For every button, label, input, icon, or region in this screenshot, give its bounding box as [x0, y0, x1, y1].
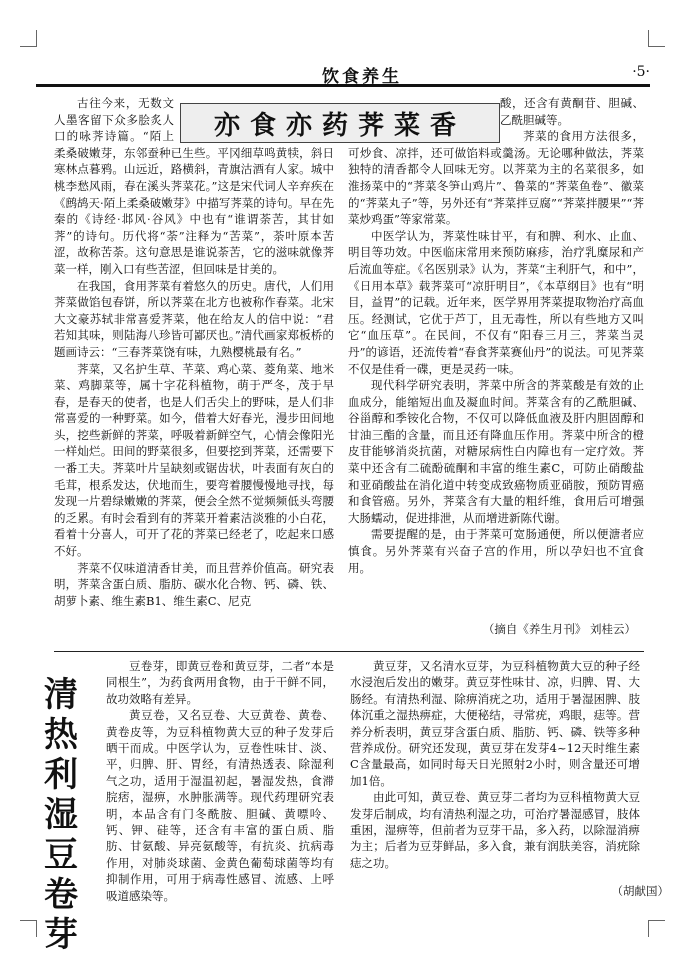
paragraph: 黄豆芽，又名清水豆芽，为豆科植物黄大豆的种子经水浸泡后发出的嫩芽。黄豆芽性味甘、凉，归脾、胃、大肠经。有清热利湿、除痹消疣之功，适用于暑湿困脾、肢体沉重之湿热痹症，大便秘结，寻常疣，鸡眼，痣等。营养分析表明，黄豆芽含蛋白质、脂肪、钙、磷、铁等多种营养成份。研究还发现，黄豆芽在发芽4~12天时维生素C含量最高，如同时每天日光照射2小时，则含量还可增加1倍。: [350, 659, 640, 788]
title-char: 湿: [44, 795, 78, 835]
paragraph: 现代科学研究表明，荠菜中所含的荠菜酸是有效的止血成分，能缩短出血及凝血时间。荠菜含有的乙酰胆碱、谷甾醇和季铵化合物，不仅可以降低血液及肝内胆固醇和甘油三酯的含量，而且还有降血压作用。荠菜中所含的橙皮苷能够消炎抗菌，对糖尿病性白内障也有一定疗效。荠菜中还含有二硫酚硫酮和丰富的维生素C，可防止硝酸盐和亚硝酸盐在消化道中转变成致癌物质亚硝胺，预防胃癌和食管癌。另外，荠菜含有大量的粗纤维，食用后可增强大肠蠕动，促进排泄，从而增进新陈代谢。: [348, 378, 644, 525]
crop-mark-bottom-right: [648, 920, 665, 937]
article2-col-right: [350, 658, 640, 871]
paragraph: 豆卷芽，即黄豆卷和黄豆芽，二者“本是同根生”，为药食两用食物，由于干鲜不同，故功效略有差异。: [106, 659, 334, 706]
paragraph: 酸，还含有黄酮苷、胆碱、乙酰胆碱等。: [500, 96, 644, 127]
page-number: ·5·: [632, 64, 650, 80]
paragraph: 中医学认为，荠菜性味甘平，有和脾、利水、止血、明目等功效。中医临床常用来预防麻疹，治疗乳糜尿和产后流血等症。《名医别录》认为，荠菜“主利肝气，和中”，《日用本草》载荠菜可“凉肝明目”，《本草纲目》也有“明目，益胃”的记载。近年来，医学界用荠菜提取物治疗高血压。经测试，它优于芦丁，且无毒性，所以有些地方又叫它“血压草”。在民间，不仅有“阳春三月三，荠菜当灵丹”的谚语，还流传着“春食荠菜赛仙丹”的说法。可见荠菜不仅是佳肴一碟，更是灵药一味。: [348, 228, 644, 376]
header-rule: [36, 84, 650, 87]
article-citation: （摘自《养生月刊》 刘桂云）: [482, 622, 636, 636]
title-char: 豆: [44, 835, 78, 875]
vertical-title: [40, 675, 82, 955]
title-char: 利: [44, 755, 78, 795]
crop-mark-top-right: [648, 30, 665, 47]
paragraph: 在我国，食用荠菜有着悠久的历史。唐代，人们用荠菜做馅包春饼，所以荠菜在北方也被称作春菜。北宋大文豪苏轼非常喜爱荠菜，他在给友人的信中说：“君若知其味，则陆海八珍皆可鄙厌也。”清代画家郑板桥的题画诗云：“三春荠菜饶有味，九熟樱桃最有名。”: [54, 278, 334, 359]
article-title: 亦食亦药荠菜香: [213, 110, 466, 141]
title-char: 清: [44, 675, 78, 715]
article-divider: [54, 651, 644, 652]
paragraph: 黄豆卷，又名豆卷、大豆黄卷、黄卷、黄卷皮等，为豆科植物黄大豆的种子发芽后晒干而成。中医学认为，豆卷性味甘、淡、平，归脾、肝、胃经，有清热透表、除湿利气之功，适用于湿温初起，暑湿发热，食滞脘痞，湿痹，水肿胀满等。现代药理研究表明，本品含有门冬酰胺、胆碱、黄嘌呤、钙、钾、硅等，还含有丰富的蛋白质、脂肪、甘氨酸、异亮氨酸等，有抗炎、抗病毒作用，对肺炎球菌、金黄色葡萄球菌等均有抑制作用，可用于病毒性感冒、流感、上呼吸道感染等。: [106, 708, 334, 903]
article2-col-left: [106, 658, 334, 904]
section-title: 饮食养生: [322, 67, 402, 87]
paragraph: 由此可知，黄豆卷、黄豆芽二者均为豆科植物黄大豆发芽后制成，均有清热利湿之功，可治疗暑湿感冒，肢体重困，湿痹等，但前者为豆芽干品，多入药，以除湿消痹为主；后者为豆芽鲜品，多入食，兼有润肤美容，消疣除痣之功。: [350, 790, 640, 870]
paragraph: 荠菜不仅味道清香甘美，而且营养价值高。研究表明，荠菜含蛋白质、脂肪、碳水化合物、钙、磷、铁、胡萝卜素、维生素B1、维生素C、尼克: [54, 560, 334, 608]
paragraph: 荠菜的食用方法很多，可炒食、凉拌，还可做馅料或羹汤。无论哪种做法，荠菜独特的清香都令人回味无穷。以荠菜为主的名菜很多，如淮扬菜中的“荠菜冬笋山鸡片”、鲁菜的“荠菜鱼卷”、徽菜的“荠菜丸子”等，另外还有“荠菜拌豆腐”“荠菜拌腰果”“荠菜炒鸡蛋”等家常菜。: [348, 129, 644, 227]
paragraph: 荠菜，又名护生草、芊菜、鸡心菜、菱角菜、地米菜、鸡脚菜等，属十字花科植物，萌于严冬，茂于早春，是春天的使者，也是人们舌尖上的野味，是人们非常喜爱的一种野菜。如今，借着大好春光，漫步田间地头，挖些新鲜的荠菜，呼吸着新鲜空气，心情会像阳光一样灿烂。田间的野菜很多，但要挖到荠菜，还需要下一番工夫。荠菜叶片呈缺刻或锯齿状，叶表面有灰白的毛茸，根系发达，伏地而生，要弯着腰慢慢地寻找，每发现一片碧绿嫩嫩的荠菜，便会全然不觉频频低头弯腰的乏累。有时会看到有的荠菜开着素洁淡雅的小白花，看着十分喜人，可开了花的荠菜已经老了，吃起来口感不好。: [54, 361, 334, 559]
page-header: [36, 48, 650, 86]
article-col-right: [348, 95, 644, 576]
title-char: 热: [44, 715, 78, 755]
paragraph: 古往今来，无数文人墨客留下众多脍炙人口的咏荠诗篇。“陌上柔桑破嫩芽，东邻蚕种已生些。平冈细草鸣黄犊，斜日寒林点暮鸦。山远近，路横斜，青旗沽酒有人家。城中桃李愁风雨，春在溪头荠菜花。”这是宋代词人辛弃疾在《鹧鸪天·陌上柔桑破嫩芽》中描写荠菜的诗句。早在先秦的《诗经·邶风·谷风》中也有“谁谓荼苦，其甘如荠”的诗句。历代将“荼”注释为“苦菜”，荼叶原本苦涩，故称苦荼。这句意思是谁说荼苦，它的滋味就像荠菜一样，刚入口有些苦涩，但回味是甘美的。: [54, 96, 334, 276]
article-col-left: [54, 95, 334, 609]
title-char: 卷: [44, 875, 78, 915]
crop-mark-bottom-left: [20, 920, 37, 937]
crop-mark-top-left: [20, 30, 37, 47]
article-jicai: [54, 95, 644, 643]
article2-author: （胡献国）: [611, 884, 669, 898]
title-char: 芽: [44, 915, 78, 955]
paragraph: 需要提醒的是，由于荠菜可宽肠通便，所以便溏者应慎食。另外荠菜有兴奋子宫的作用，所以孕妇也不宜食用。: [348, 527, 644, 575]
